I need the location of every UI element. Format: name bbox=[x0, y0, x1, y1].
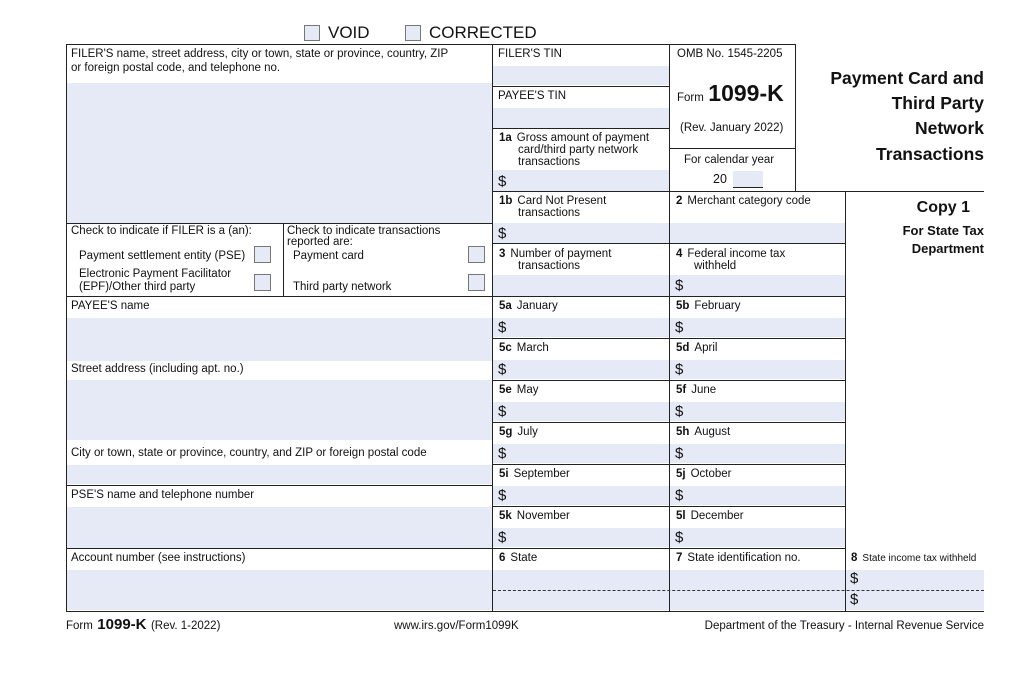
box-5l-field[interactable] bbox=[670, 528, 845, 547]
box-5b-field[interactable] bbox=[670, 318, 845, 337]
filer-tin-field[interactable] bbox=[493, 66, 669, 85]
box-1a-dollar: $ bbox=[498, 173, 507, 190]
box-5f-field[interactable] bbox=[670, 402, 845, 421]
box-1b-field[interactable] bbox=[493, 223, 669, 243]
third-party-checkbox[interactable] bbox=[468, 274, 485, 291]
form-number: 1099-K bbox=[708, 80, 784, 106]
box-8-dollar-1: $ bbox=[850, 570, 859, 587]
pse-checkbox[interactable] bbox=[254, 246, 271, 263]
footer-rev: (Rev. 1-2022) bbox=[150, 620, 221, 632]
title-line-1: Payment Card and bbox=[830, 68, 984, 88]
box-5l-label: 5l December bbox=[676, 510, 744, 522]
box-1b-dollar: $ bbox=[498, 225, 507, 242]
filer-type-label: Check to indicate if FILER is a (an): bbox=[71, 225, 252, 237]
corrected-label: CORRECTED bbox=[429, 23, 537, 42]
transactions-label: Check to indicate transactions bbox=[287, 225, 441, 237]
filer-tin-label: FILER'S TIN bbox=[498, 48, 562, 60]
void-checkbox[interactable] bbox=[304, 25, 320, 41]
box-4-dollar: $ bbox=[675, 277, 684, 294]
box-5j-label: 5j October bbox=[676, 468, 732, 480]
filer-name-label-2: or foreign postal code, and telephone no. bbox=[71, 62, 281, 74]
box-2-label: 2 Merchant category code bbox=[676, 195, 811, 207]
box-5k-label: 5k November bbox=[499, 510, 570, 522]
box-5d-field[interactable] bbox=[670, 360, 845, 379]
box-5i-label: 5i September bbox=[499, 468, 570, 480]
box-8-dollar-2: $ bbox=[850, 591, 859, 608]
pse-name-label: PSE'S name and telephone number bbox=[71, 489, 255, 501]
box-5g-label: 5g July bbox=[499, 426, 538, 438]
title-line-3: Network bbox=[914, 118, 984, 138]
box-5e-dollar: $ bbox=[498, 403, 507, 420]
box-5f-dollar: $ bbox=[675, 403, 684, 420]
box-5h-label: 5h August bbox=[676, 426, 731, 438]
street-address-label: Street address (including apt. no.) bbox=[71, 363, 244, 375]
footer-form-word: Form bbox=[66, 620, 93, 632]
filer-name-label: FILER'S name, street address, city or town, state or province, country, ZIP bbox=[71, 48, 449, 60]
omb-number: OMB No. 1545-2205 bbox=[677, 48, 783, 60]
box-5l-dollar: $ bbox=[675, 529, 684, 546]
box-5i-field[interactable] bbox=[493, 486, 669, 505]
box-5g-field[interactable] bbox=[493, 444, 669, 463]
epf-label-2: (EPF)/Other third party bbox=[79, 281, 196, 293]
department-label: Department bbox=[911, 241, 984, 256]
box-5b-label: 5b February bbox=[676, 300, 741, 312]
account-number-field[interactable] bbox=[67, 570, 492, 610]
box-5j-dollar: $ bbox=[675, 487, 684, 504]
calendar-year-field[interactable] bbox=[733, 171, 763, 187]
epf-label: Electronic Payment Facilitator bbox=[79, 268, 232, 280]
box-5d-label: 5d April bbox=[676, 342, 718, 354]
payee-name-field[interactable] bbox=[67, 318, 492, 361]
footer-department: Department of the Treasury - Internal Revenue Service bbox=[704, 620, 984, 632]
box-5c-label: 5c March bbox=[499, 342, 549, 354]
transactions-label-2: reported are: bbox=[287, 236, 353, 248]
box-3-field[interactable] bbox=[493, 275, 669, 296]
box-3-label-2: transactions bbox=[518, 260, 581, 272]
copy-label: Copy 1 bbox=[916, 199, 970, 216]
footer-form bbox=[66, 616, 220, 634]
box-1a-field[interactable] bbox=[493, 170, 669, 191]
city-label: City or town, state or province, country, and ZIP or foreign postal code bbox=[71, 447, 427, 459]
calendar-year-prefix: 20 bbox=[713, 172, 727, 186]
box-4-field[interactable] bbox=[670, 275, 845, 296]
title-line-4: Transactions bbox=[876, 144, 984, 164]
city-field[interactable] bbox=[67, 465, 492, 484]
box-5i-dollar: $ bbox=[498, 487, 507, 504]
box-5c-dollar: $ bbox=[498, 361, 507, 378]
payee-name-label: PAYEE'S name bbox=[71, 300, 150, 312]
epf-checkbox[interactable] bbox=[254, 274, 271, 291]
box-1a-label-3: transactions bbox=[518, 156, 581, 168]
box-5b-dollar: $ bbox=[675, 319, 684, 336]
box-3-label: 3 Number of payment bbox=[499, 248, 612, 260]
payee-tin-field[interactable] bbox=[493, 108, 669, 128]
box-5a-dollar: $ bbox=[498, 319, 507, 336]
footer-url: www.irs.gov/Form1099K bbox=[394, 620, 519, 632]
payment-card-checkbox[interactable] bbox=[468, 246, 485, 263]
box-5h-field[interactable] bbox=[670, 444, 845, 463]
box-6-label: 6 State bbox=[499, 552, 538, 564]
box-4-label-2: withheld bbox=[694, 260, 737, 272]
calendar-year-label: For calendar year bbox=[684, 154, 775, 166]
box-4-label: 4 Federal income tax bbox=[676, 248, 786, 260]
box-5f-label: 5f June bbox=[676, 384, 717, 396]
box-5a-field[interactable] bbox=[493, 318, 669, 337]
footer-form-number: 1099-K bbox=[97, 616, 147, 633]
box-1b-label-2: transactions bbox=[518, 207, 581, 219]
box-5e-label: 5e May bbox=[499, 384, 539, 396]
box-1b-label: 1b Card Not Present bbox=[499, 195, 607, 207]
box-2-field[interactable] bbox=[670, 223, 845, 243]
corrected-checkbox[interactable] bbox=[405, 25, 421, 41]
pse-name-field[interactable] bbox=[67, 507, 492, 548]
filer-name-field[interactable] bbox=[67, 83, 492, 223]
payment-card-label: Payment card bbox=[293, 250, 364, 262]
box-5j-field[interactable] bbox=[670, 486, 845, 505]
box-1a-label-2: card/third party network bbox=[518, 144, 639, 156]
title-line-2: Third Party bbox=[891, 93, 984, 113]
box-5g-dollar: $ bbox=[498, 445, 507, 462]
for-state-label: For State Tax bbox=[902, 223, 984, 238]
box-1a-label: 1a Gross amount of payment bbox=[499, 132, 650, 144]
payee-tin-label: PAYEE'S TIN bbox=[498, 90, 567, 102]
box-7-label: 7 State identification no. bbox=[676, 552, 801, 564]
box-5d-dollar: $ bbox=[675, 361, 684, 378]
form-number-block bbox=[677, 80, 784, 107]
form-word: Form bbox=[677, 92, 704, 104]
third-party-label: Third party network bbox=[293, 281, 392, 293]
box-5a-label: 5a January bbox=[499, 300, 558, 312]
box-5k-dollar: $ bbox=[498, 529, 507, 546]
box-5k-field[interactable] bbox=[493, 528, 669, 547]
street-address-field[interactable] bbox=[67, 380, 492, 440]
pse-label: Payment settlement entity (PSE) bbox=[79, 250, 246, 262]
box-5e-field[interactable] bbox=[493, 402, 669, 421]
box-8-label: 8 State income tax withheld bbox=[851, 552, 977, 564]
box-5c-field[interactable] bbox=[493, 360, 669, 379]
account-number-label: Account number (see instructions) bbox=[71, 552, 246, 564]
form-revision: (Rev. January 2022) bbox=[680, 122, 784, 134]
void-label: VOID bbox=[328, 23, 370, 42]
box-5h-dollar: $ bbox=[675, 445, 684, 462]
